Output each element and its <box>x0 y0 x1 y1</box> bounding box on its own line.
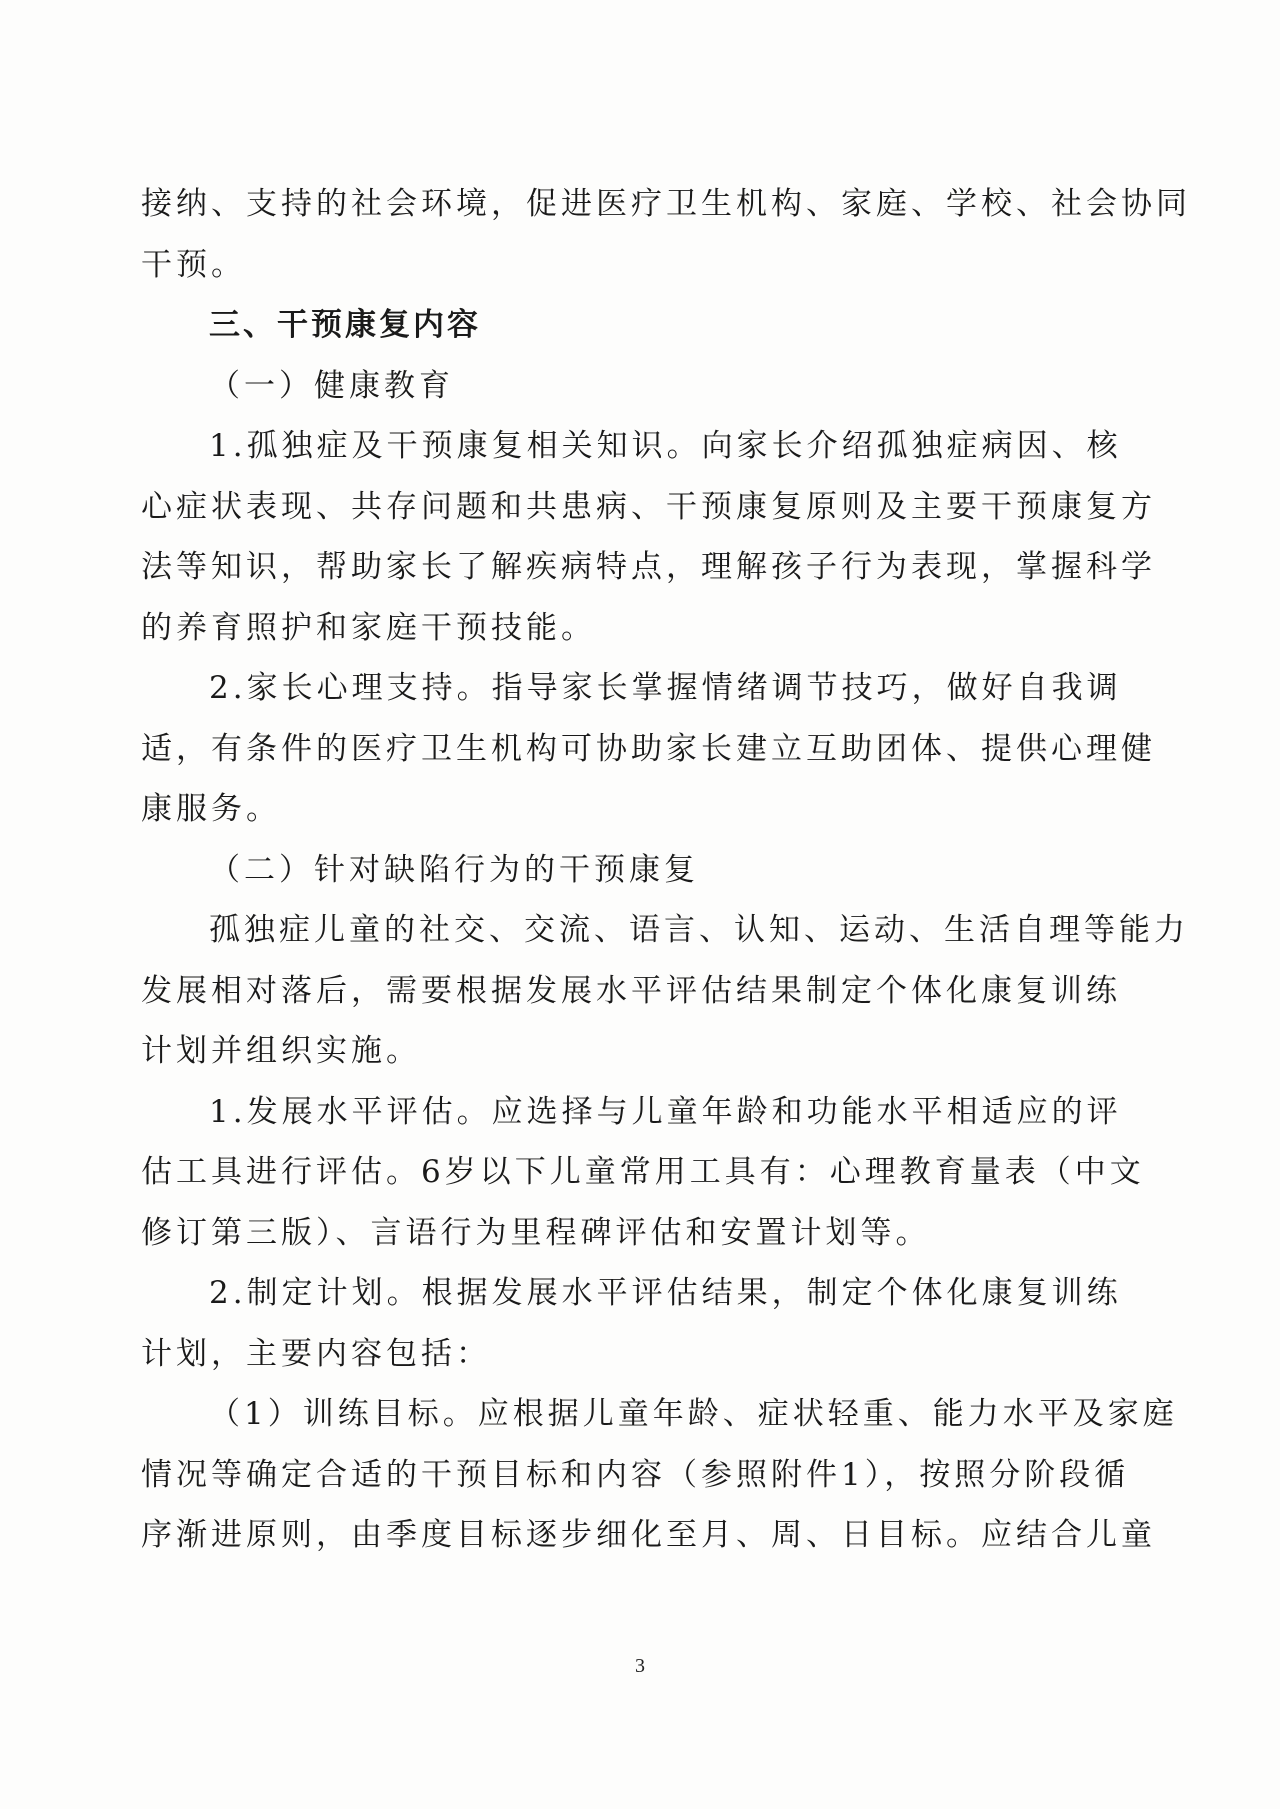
text-line: 估工具进行评估。6岁以下儿童常用工具有：心理教育量表（中文 <box>141 1154 1145 1190</box>
subsection-heading-deficit-intervention <box>141 840 1091 901</box>
paragraph-training-goals <box>141 1384 1178 1566</box>
text-line: 1.发展水平评估。应选择与儿童年龄和功能水平相适应的评 <box>209 1093 1122 1130</box>
paragraph-parent-support <box>141 658 1156 840</box>
text-line: 发展相对落后，需要根据发展水平评估结果制定个体化康复训练 <box>141 972 1121 1009</box>
text-line: 计划，主要内容包括： <box>141 1335 491 1372</box>
text-line: 的养育照护和家庭干预技能。 <box>141 609 596 646</box>
text-line: 心症状表现、共存问题和共患病、干预康复原则及主要干预康复方 <box>141 488 1156 525</box>
section-heading-text: 三、干预康复内容 <box>209 307 481 343</box>
text-line: 适，有条件的医疗卫生机构可协助家长建立互助团体、提供心理健 <box>141 730 1156 767</box>
paragraph-intro-continued <box>141 174 1191 295</box>
text-line: 情况等确定合适的干预目标和内容（参照附件1），按照分阶段循 <box>141 1456 1130 1493</box>
paragraph-assessment <box>141 1082 1145 1264</box>
paragraph-knowledge <box>141 416 1156 658</box>
section-heading <box>141 295 1091 356</box>
text-line: （1）训练目标。应根据儿童年龄、症状轻重、能力水平及家庭 <box>209 1396 1178 1432</box>
text-line: 序渐进原则，由季度目标逐步细化至月、周、日目标。应结合儿童 <box>141 1517 1156 1553</box>
text-line: 接纳、支持的社会环境，促进医疗卫生机构、家庭、学校、社会协同 <box>141 186 1191 222</box>
subsection-heading-health-education <box>141 356 1091 417</box>
text-line: 孤独症儿童的社交、交流、语言、认知、运动、生活自理等能力 <box>209 912 1189 948</box>
page-number: 3 <box>635 1655 645 1677</box>
text-line: 计划并组织实施。 <box>141 1033 421 1069</box>
paragraph-development <box>141 900 1189 1082</box>
text-line: 康服务。 <box>141 791 281 827</box>
text-line: 1.孤独症及干预康复相关知识。向家长介绍孤独症病因、核 <box>209 428 1122 464</box>
text-line: 修订第三版）、言语行为里程碑评估和安置计划等。 <box>141 1214 931 1251</box>
text-line: 2.家长心理支持。指导家长掌握情绪调节技巧，做好自我调 <box>209 670 1122 706</box>
body-text <box>141 174 1191 1566</box>
subsection-heading-text: （一）健康教育 <box>209 367 454 404</box>
subsection-heading-text: （二）针对缺陷行为的干预康复 <box>209 851 699 888</box>
paragraph-plan <box>141 1263 1122 1384</box>
text-line: 干预。 <box>141 246 246 283</box>
text-line: 2.制定计划。根据发展水平评估结果，制定个体化康复训练 <box>209 1275 1122 1311</box>
text-line: 法等知识，帮助家长了解疾病特点，理解孩子行为表现，掌握科学 <box>141 549 1156 585</box>
